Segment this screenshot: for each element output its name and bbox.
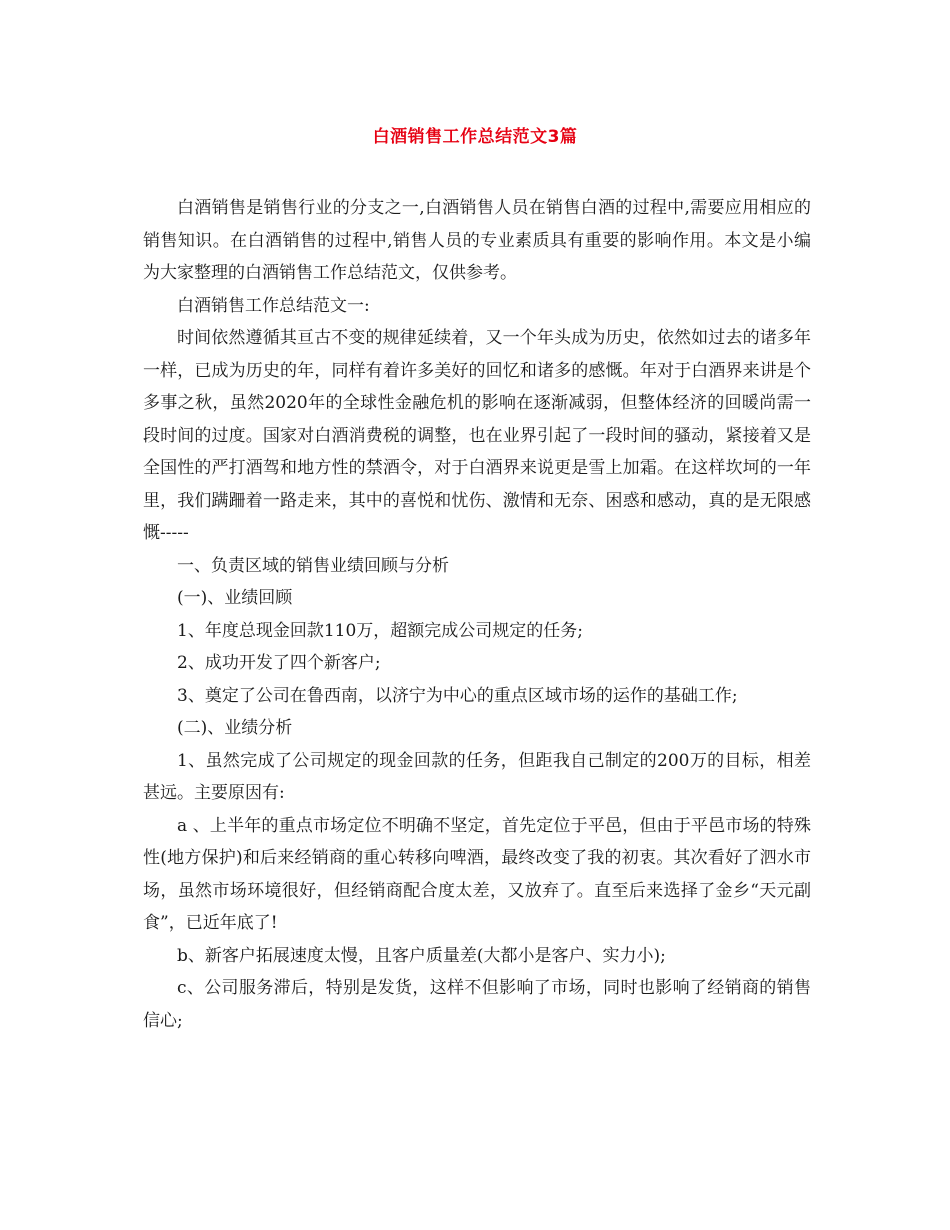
paragraph-subheading-2: (二)、业绩分析	[177, 718, 293, 738]
paragraph-subheading-1: (一)、业绩回顾	[177, 588, 293, 608]
list-item: 2、成功开发了四个新客户;	[177, 653, 381, 673]
list-item: 1、虽然完成了公司规定的现金回款的任务，但距我自己制定的200万的目标，相差甚远。主要原因有:	[143, 750, 811, 803]
list-item: c、公司服务滞后，特别是发货，这样不但影响了市场，同时也影响了经销商的销售信心;	[143, 978, 811, 1031]
paragraph-section-heading: 白酒销售工作总结范文一:	[177, 295, 370, 316]
list-item: 1、年度总现金回款110万，超额完成公司规定的任务;	[177, 620, 583, 641]
document-title: 白酒销售工作总结范文3篇	[372, 127, 578, 147]
list-item: a 、上半年的重点市场定位不明确不坚定，首先定位于平邑，但由于平邑市场的特殊性(地方保护)和后来经销商的重心转移向啤酒，最终改变了我的初衷。其次看好了泗水市场，虽然市场环境很好，但经销商配合度太差，又放弃了。直至后来选择了金乡“天元副食”，已近年底了!	[143, 815, 811, 933]
document-body	[143, 192, 811, 1037]
paragraph-intro: 白酒销售是销售行业的分支之一,白酒销售人员在销售白酒的过程中,需要应用相应的销售知识。在白酒销售的过程中,销售人员的专业素质具有重要的影响作用。本文是小编为大家整理的白酒销售工作总结范文，仅供参考。	[143, 198, 811, 283]
list-item: 3、奠定了公司在鲁西南，以济宁为中心的重点区域市场的运作的基础工作;	[177, 685, 738, 706]
paragraph-heading-1: 一、负责区域的销售业绩回顾与分析	[177, 555, 449, 576]
paragraph-overview: 时间依然遵循其亘古不变的规律延续着，又一个年头成为历史，依然如过去的诸多年一样，已成为历史的年，同样有着许多美好的回忆和诸多的感慨。年对于白酒界来讲是个多事之秋，虽然2020年的全球性金融危机的影响在逐渐减弱，但整体经济的回暖尚需一段时间的过度。国家对白酒消费税的调整，也在业界引起了一段时间的骚动，紧接着又是全国性的严打酒驾和地方性的禁酒令，对于白酒界来说更是雪上加霜。在这样坎坷的一年里，我们蹒跚着一路走来，其中的喜悦和忧伤、激情和无奈、困惑和感动，真的是无限感慨-----	[143, 328, 811, 543]
list-item: b、新客户拓展速度太慢，且客户质量差(大都小是客户、实力小);	[177, 945, 666, 966]
